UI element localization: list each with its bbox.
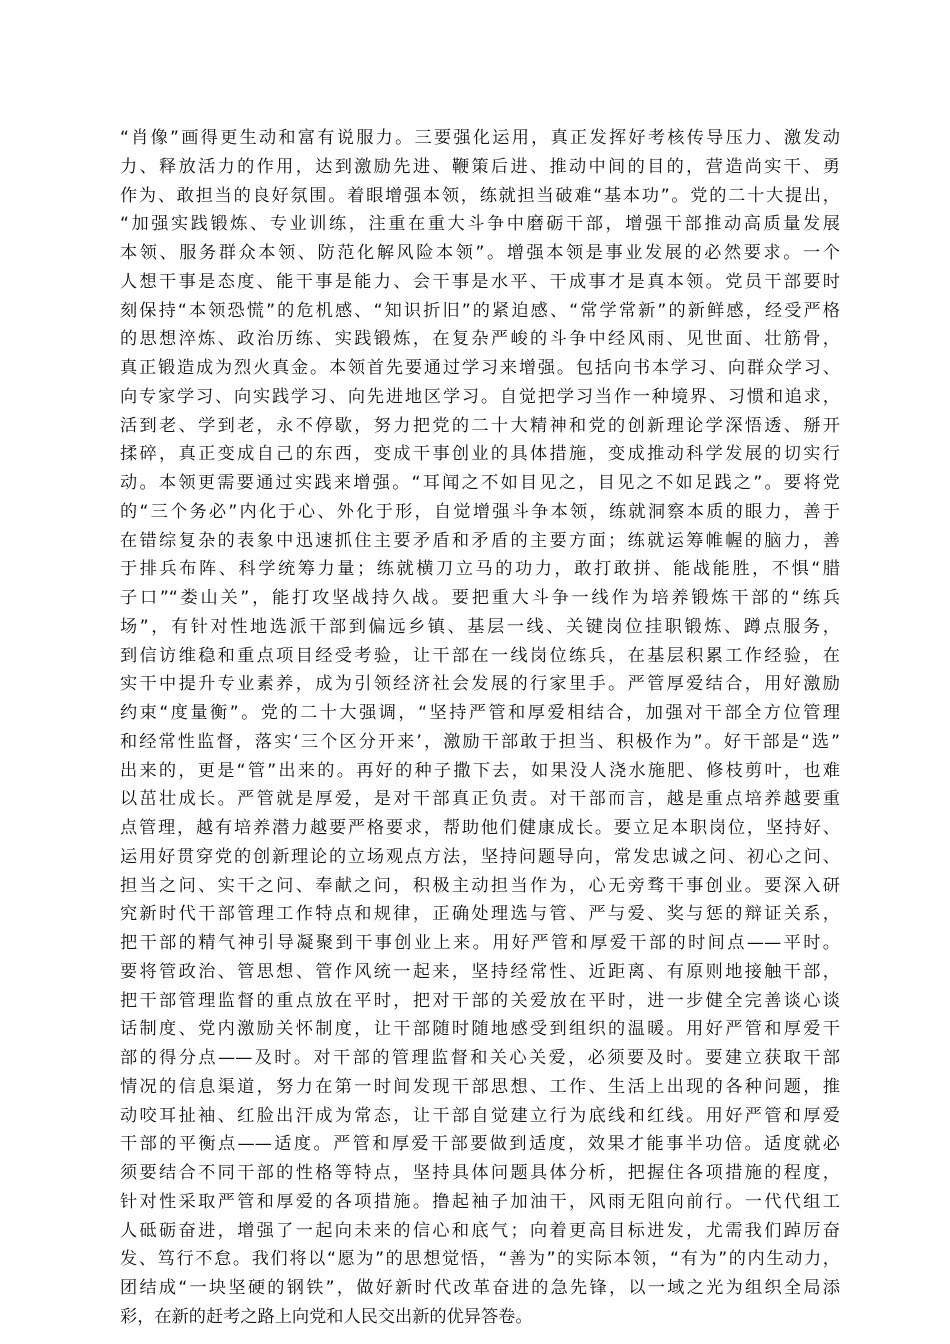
text-line-19: 到信访维稳和重点项目经受考验，让干部在一线岗位练兵，在基层积累工作经验，在 <box>120 645 840 666</box>
body-text <box>120 124 840 1332</box>
text-line-26: 运用好贯穿党的创新理论的立场观点方法，坚持问题导向，常发忠诚之问、初心之问、 <box>120 846 840 867</box>
text-line-33: 部的得分点——及时。对干部的管理监督和关心关爱，必须要及时。要建立获取干部 <box>120 1048 840 1068</box>
text-line-31: 把干部管理监督的重点放在平时，把对干部的关爱放在平时，进一步健全完善谈心谈 <box>120 990 840 1011</box>
text-line-37: 须要结合不同干部的性格等特点，坚持具体问题具体分析，把握住各项措施的程度， <box>120 1163 840 1183</box>
text-line-39: 人砥砺奋进，增强了一起向未来的信心和底气；向着更高目标进发，尤需我们踔厉奋 <box>120 1220 840 1241</box>
text-line-27: 担当之问、实干之问、奉献之问，积极主动担当作为，心无旁骛干事创业。要深入研 <box>120 875 840 896</box>
text-line-34: 情况的信息渠道，努力在第一时间发现干部思想、工作、生活上出现的各种问题，推 <box>120 1076 840 1097</box>
text-line-16: 于排兵布阵、科学统筹力量；练就横刀立马的功力，敢打敢拼、能战能胜，不惧“腊 <box>120 559 840 580</box>
text-line-41: 团结成“一块坚硬的钢铁”，做好新时代改革奋进的急先锋，以一域之光为组织全局添 <box>120 1278 840 1298</box>
text-line-11: 活到老、学到老，永不停歇，努力把党的二十大精神和党的创新理论学深悟透、掰开 <box>120 415 840 436</box>
text-line-20: 实干中提升专业素养，成为引领经济社会发展的行家里手。严管厚爱结合，用好激励 <box>120 674 840 695</box>
text-line-5: 本领、服务群众本领、防范化解风险本领”。增强本领是事业发展的必然要求。一个 <box>120 243 840 263</box>
text-line-21: 约束“度量衡”。党的二十大强调，“坚持严管和厚爱相结合，加强对干部全方位管理 <box>120 703 840 723</box>
text-line-42: 彩，在新的赶考之路上向党和人民交出新的优异答卷。 <box>120 1306 533 1327</box>
text-line-15: 在错综复杂的表象中迅速抓住主要矛盾和矛盾的主要方面；练就运筹帷幄的脑力，善 <box>120 530 840 551</box>
text-line-24: 以茁壮成长。严管就是厚爱，是对干部真正负责。对干部而言，越是重点培养越要重 <box>120 789 840 810</box>
text-line-4: “加强实践锻炼、专业训练，注重在重大斗争中磨砺干部，增强干部推动高质量发展 <box>120 214 840 235</box>
text-line-9: 真正锻造成为烈火真金。本领首先要通过学习来增强。包括向书本学习、向群众学习、 <box>120 358 840 378</box>
text-line-17: 子口”“娄山关”，能打攻坚战持久战。要把重大斗争一线作为培养锻炼干部的“练兵 <box>120 588 840 608</box>
text-line-40: 发、笃行不怠。我们将以“愿为”的思想觉悟，“善为”的实际本领，“有为”的内生动力， <box>120 1249 840 1270</box>
text-line-13: 动。本领更需要通过实践来增强。“耳闻之不如目见之，目见之不如足践之”。要将党 <box>120 473 840 493</box>
text-line-6: 人想干事是态度、能干事是能力、会干事是水平、干成事才是真本领。党员干部要时 <box>120 271 840 292</box>
text-line-32: 话制度、党内激励关怀制度，让干部随时随地感受到组织的温暖。用好严管和厚爱干 <box>120 1019 840 1040</box>
text-line-25: 点管理，越有培养潜力越要严格要求，帮助他们健康成长。要立足本职岗位，坚持好、 <box>120 818 840 838</box>
text-line-3: 作为、敢担当的良好氛围。着眼增强本领，练就担当破难“基本功”。党的二十大提出， <box>120 185 840 206</box>
text-line-7: 刻保持“本领恐慌”的危机感、“知识折旧”的紧迫感、“常学常新”的新鲜感，经受严格 <box>120 300 840 321</box>
text-line-1: “肖像”画得更生动和富有说服力。三要强化运用，真正发挥好考核传导压力、激发动 <box>120 128 840 148</box>
text-line-23: 出来的，更是“管”出来的。再好的种子撒下去，如果没人浇水施肥、修枝剪叶，也难 <box>120 760 840 781</box>
text-line-12: 揉碎，真正变成自己的东西，变成干事创业的具体措施，变成推动科学发展的切实行 <box>120 444 840 465</box>
text-line-14: 的“三个务必”内化于心、外化于形，自觉增强斗争本领，练就洞察本质的眼力，善于 <box>120 501 840 522</box>
text-line-38: 针对性采取严管和厚爱的各项措施。撸起袖子加油干，风雨无阻向前行。一代代组工 <box>120 1191 840 1212</box>
text-line-18: 场”，有针对性地选派干部到偏远乡镇、基层一线、关键岗位挂职锻炼、蹲点服务， <box>120 616 840 637</box>
text-line-2: 力、释放活力的作用，达到激励先进、鞭策后进、推动中间的目的，营造尚实干、勇 <box>120 156 840 177</box>
text-line-10: 向专家学习、向实践学习、向先进地区学习。自觉把学习当作一种境界、习惯和追求， <box>120 386 840 407</box>
text-line-8: 的思想淬炼、政治历练、实践锻炼，在复杂严峻的斗争中经风雨、见世面、壮筋骨， <box>120 329 840 350</box>
text-line-22: 和经常性监督，落实‘三个区分开来’，激励干部敢于担当、积极作为”。好干部是“选” <box>120 731 840 752</box>
text-line-28: 究新时代干部管理工作特点和规律，正确处理选与管、严与爱、奖与惩的辩证关系， <box>120 904 840 925</box>
text-line-29: 把干部的精气神引导凝聚到干事创业上来。用好严管和厚爱干部的时间点——平时。 <box>120 933 840 953</box>
text-line-36: 干部的平衡点——适度。严管和厚爱干部要做到适度，效果才能事半功倍。适度就必 <box>120 1134 840 1155</box>
text-line-30: 要将管政治、管思想、管作风统一起来，坚持经常性、近距离、有原则地接触干部， <box>120 961 840 982</box>
text-line-35: 动咬耳扯袖、红脸出汗成为常态，让干部自觉建立行为底线和红线。用好严管和厚爱 <box>120 1105 840 1126</box>
